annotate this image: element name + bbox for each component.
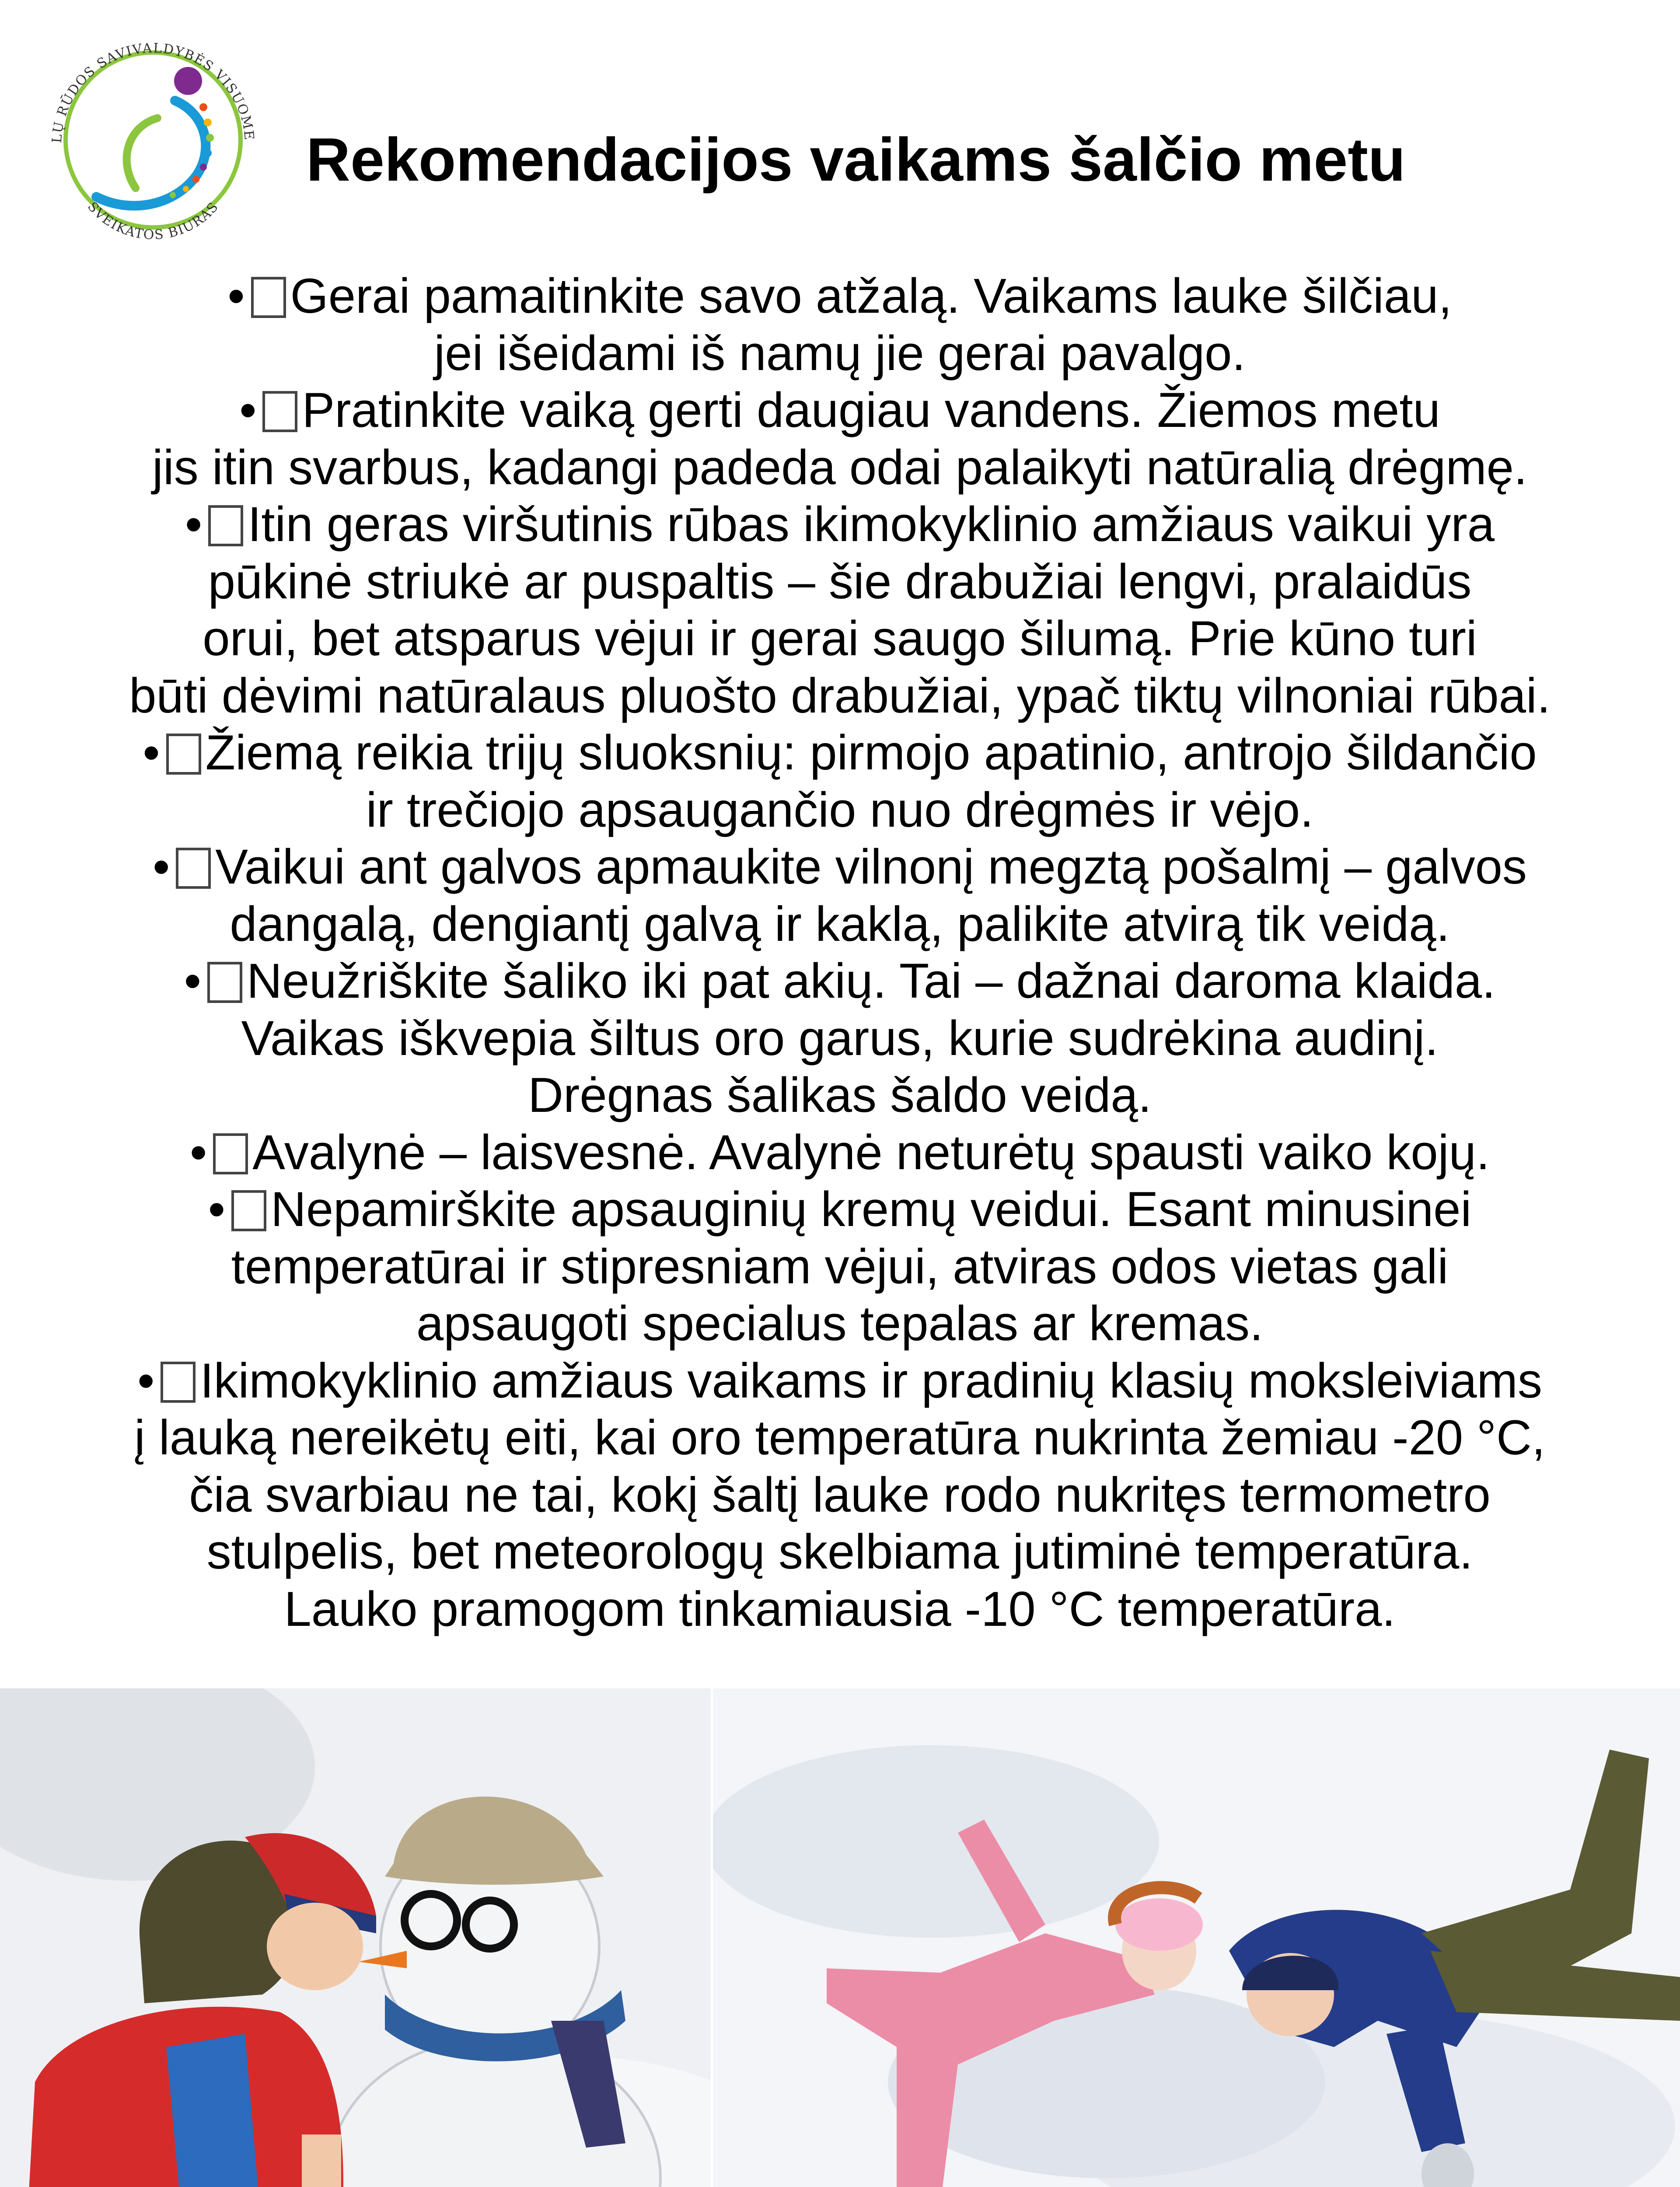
text-line-content: Drėgnas šalikas šaldo veidą.: [528, 1068, 1152, 1122]
text-line: [17, 782, 1662, 839]
text-line-content: Avalynė – laisvesnė. Avalynė neturėtų spausti vaiko kojų.: [252, 1125, 1490, 1180]
text-line-content: temperatūrai ir stipresniam vėjui, atviras odos vietas gali: [231, 1239, 1449, 1294]
text-line: [17, 382, 1662, 439]
text-line: [17, 1124, 1662, 1181]
org-logo-graphic: [31, 31, 276, 245]
bullet-symbol: •: [185, 497, 203, 552]
text-line-content: ir trečiojo apsaugančio nuo drėgmės ir vėjo.: [366, 782, 1314, 837]
text-line-content: Itin geras viršutinis rūbas ikimokyklinio amžiaus vaikui yra: [248, 497, 1495, 552]
child-kissing-snowman-photo: [0, 1688, 711, 2187]
bullet-symbol: •: [184, 954, 201, 1008]
text-line-content: Vaikas iškvepia šiltus oro garus, kurie sudrėkina audinį.: [241, 1010, 1439, 1066]
text-line: [17, 610, 1662, 667]
text-line: [17, 1238, 1662, 1296]
text-line-content: stulpelis, bet meteorologų skelbiama jutiminė temperatūra.: [206, 1524, 1473, 1579]
text-line: [17, 896, 1662, 953]
text-line: [17, 1010, 1662, 1067]
bullet-symbol: •: [143, 725, 160, 780]
text-line-content: Nepamirškite apsauginių kremų veidui. Esant minusinei: [270, 1182, 1472, 1237]
text-line: [17, 496, 1662, 553]
text-line-content: Žiemą reikia trijų sluoksnių: pirmojo apatinio, antrojo šildančio: [205, 725, 1537, 780]
text-line-content: Vaikui ant galvos apmaukite vilnonį megztą pošalmį – galvos: [215, 839, 1527, 894]
children-snow-angels-photo: [713, 1688, 1680, 2187]
text-line: [17, 268, 1662, 325]
missing-glyph-box-icon: [176, 848, 211, 889]
missing-glyph-box-icon: [207, 962, 242, 1003]
text-line-content: jis itin svarbus, kadangi padeda odai palaikyti natūralią drėgmę.: [152, 440, 1528, 495]
recommendations-text: [17, 268, 1662, 1638]
text-line-content: Pratinkite vaiką gerti daugiau vandens. Žiemos metu: [302, 383, 1440, 437]
text-line: [17, 439, 1662, 496]
text-line: [17, 1352, 1662, 1410]
page-title: Rekomendacijos vaikams šalčio metu: [306, 125, 1406, 194]
text-line-content: dangalą, dengiantį galvą ir kaklą, palikite atvirą tik veidą.: [230, 896, 1450, 951]
missing-glyph-box-icon: [213, 1133, 248, 1174]
text-line: [17, 1523, 1662, 1581]
missing-glyph-box-icon: [166, 734, 201, 775]
bullet-symbol: •: [137, 1353, 155, 1408]
text-line: [17, 1295, 1662, 1352]
logo-ring-text-bottom: SVEIKATOS BIURAS: [84, 199, 222, 243]
bullet-symbol: •: [190, 1125, 207, 1180]
org-logo: [31, 31, 276, 245]
missing-glyph-box-icon: [231, 1190, 266, 1231]
text-line: [17, 1409, 1662, 1467]
missing-glyph-box-icon: [251, 277, 286, 318]
bullet-symbol: •: [208, 1182, 225, 1237]
text-line-content: Lauko pramogom tinkamiausia -10 °C temperatūra.: [284, 1581, 1396, 1636]
text-line: [17, 1467, 1662, 1524]
text-line-content: į lauką nereikėtų eiti, kai oro temperatūra nukrinta žemiau -20 °C,: [134, 1410, 1545, 1465]
bullet-symbol: •: [239, 383, 257, 437]
text-line-content: čia svarbiau ne tai, kokį šaltį lauke rodo nukritęs termometro: [189, 1467, 1491, 1522]
missing-glyph-box-icon: [161, 1362, 196, 1403]
missing-glyph-box-icon: [262, 391, 297, 432]
text-line: [17, 953, 1662, 1010]
text-line: [17, 1581, 1662, 1638]
text-line: [17, 325, 1662, 382]
text-line-content: būti dėvimi natūralaus pluošto drabužiai, ypač tiktų vilnoniai rūbai.: [129, 668, 1551, 723]
text-line: [17, 667, 1662, 725]
text-line-content: pūkinė striukė ar puspaltis – šie drabužiai lengvi, pralaidūs: [208, 554, 1472, 609]
text-line-content: apsaugoti specialus tepalas ar kremas.: [416, 1296, 1264, 1351]
text-line: [17, 553, 1662, 611]
text-line: [17, 838, 1662, 896]
text-line-content: orui, bet atsparus vėjui ir gerai saugo šilumą. Prie kūno turi: [203, 611, 1477, 666]
text-line: [17, 1181, 1662, 1238]
logo-ring-text-top: LŲ RŪDOS SAVIVALDYBĖS VISUOME: [49, 40, 257, 144]
missing-glyph-box-icon: [208, 505, 243, 546]
text-line-content: jei išeidami iš namų jie gerai pavalgo.: [434, 325, 1246, 381]
text-line-content: Neužriškite šaliko iki pat akių. Tai – dažnai daroma klaida.: [246, 954, 1496, 1008]
bullet-symbol: •: [153, 839, 170, 894]
text-line: [17, 1067, 1662, 1124]
text-line-content: Gerai pamaitinkite savo atžalą. Vaikams lauke šilčiau,: [290, 269, 1452, 323]
text-line: [17, 724, 1662, 782]
bullet-symbol: •: [227, 269, 245, 323]
text-line-content: Ikimokyklinio amžiaus vaikams ir pradinių klasių moksleiviams: [200, 1353, 1542, 1408]
